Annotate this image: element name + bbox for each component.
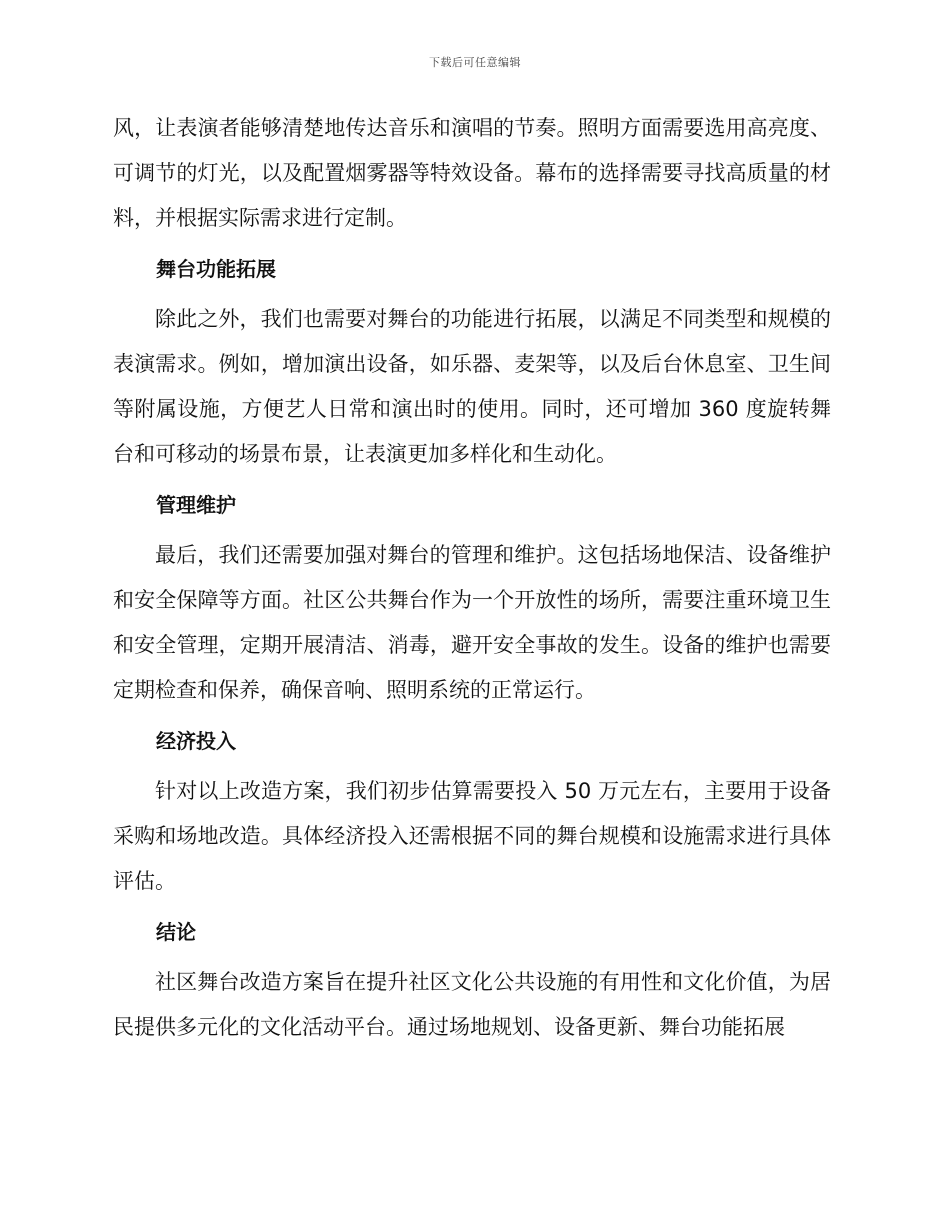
paragraph-stage-function: 除此之外，我们也需要对舞台的功能进行拓展，以满足不同类型和规模的表演需求。例如，增加演出设备，如乐器、麦架等，以及后台休息室、卫生间等附属设施，方便艺人日常和演出时的使用。同时，还可增加 360 度旋转舞台和可移动的场景布景，让表演更加多样化和生动化。: [113, 307, 831, 466]
page-header-note: 下载后可任意编辑: [429, 56, 521, 69]
paragraph-management: 最后，我们还需要加强对舞台的管理和维护。这包括场地保洁、设备维护和安全保障等方面。社区公共舞台作为一个开放性的场所，需要注重环境卫生和安全管理，定期开展清洁、消毒，避开安全事故的发生。设备的维护也需要定期检查和保养，确保音响、照明系统的正常运行。: [113, 543, 831, 702]
heading-conclusion: 结论: [156, 920, 196, 944]
heading-investment: 经济投入: [156, 729, 236, 753]
paragraph-lighting-curtain: 风，让表演者能够清楚地传达音乐和演唱的节奏。照明方面需要选用高亮度、可调节的灯光，以及配置烟雾器等特效设备。幕布的选择需要寻找高质量的材料，并根据实际需求进行定制。: [113, 116, 831, 230]
paragraph-investment: 针对以上改造方案，我们初步估算需要投入 50 万元左右，主要用于设备采购和场地改造。具体经济投入还需根据不同的舞台规模和设施需求进行具体评估。: [113, 779, 831, 893]
heading-management: 管理维护: [156, 493, 236, 517]
heading-stage-function: 舞台功能拓展: [156, 257, 276, 281]
document-body: [113, 106, 831, 1050]
paragraph-conclusion: 社区舞台改造方案旨在提升社区文化公共设施的有用性和文化价值，为居民提供多元化的文化活动平台。通过场地规划、设备更新、舞台功能拓展: [113, 970, 831, 1039]
